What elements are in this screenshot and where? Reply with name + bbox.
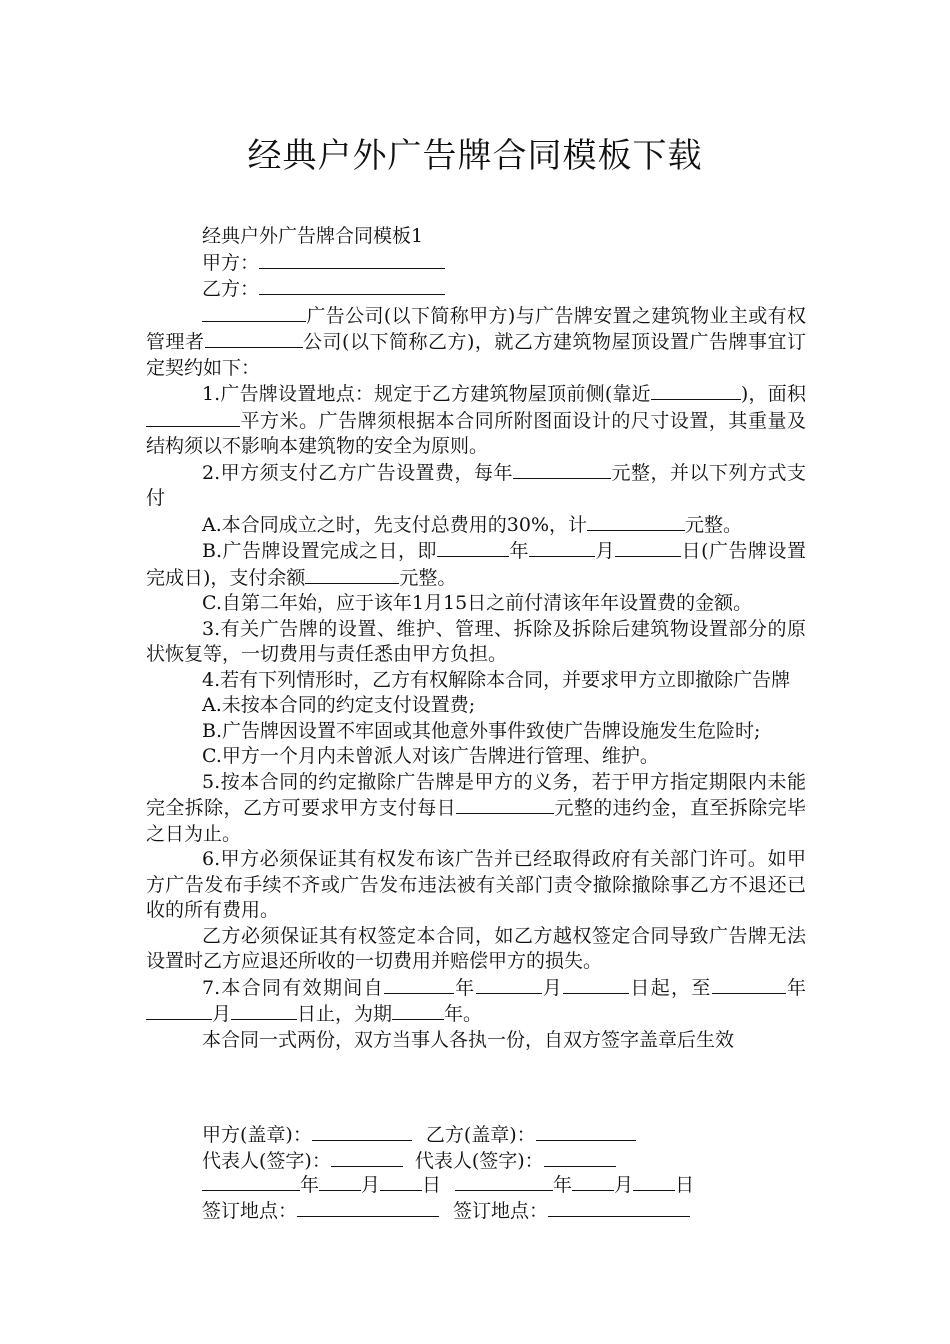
party-b-line (146, 276, 806, 303)
blank (312, 1122, 412, 1141)
clause-text: 日止，为期 (297, 1003, 393, 1025)
blank (305, 565, 399, 584)
blank (651, 381, 727, 400)
blank (572, 1172, 614, 1191)
blank (380, 1172, 422, 1191)
blank (727, 381, 741, 400)
clause-text: 6.甲方必须保证其有权发布该广告并已经取得政府有关部门许可。如甲方广告发布手续不齐或广告发布违法被有关部门责令撤除撤除事乙方不退还已收的所有费用。 (146, 848, 806, 921)
clause-text: B.广告牌因设置不牢固或其他意外事件致使广告牌设施发生危险时; (202, 719, 761, 742)
clause-text: A.本合同成立之时，先支付总费用的30%，计 (202, 513, 587, 536)
date-month: 月 (361, 1174, 381, 1196)
clause-text: 日起，至 (629, 976, 712, 999)
blank (476, 975, 542, 994)
clause-1 (146, 381, 806, 460)
clause-text: 元整。 (685, 513, 743, 536)
clause-text: 本合同一式两份，双方当事人各执一份，自双方签字盖章后生效 (202, 1028, 735, 1051)
clause-5 (146, 770, 806, 848)
signature-line-rep (202, 1148, 616, 1175)
clause-text: 4.若有下列情形时，乙方有权解除本合同，并要求甲方立即撤除广告牌 (202, 668, 791, 691)
blank (615, 538, 681, 557)
clause-text: 日(广告牌设置完成日)，支付余额 (146, 540, 806, 589)
signature-line-seal (202, 1122, 636, 1149)
clause-text: 月 (595, 540, 616, 562)
clause-4a (146, 693, 806, 719)
blank (146, 1001, 212, 1020)
party-a-label: 甲方： (202, 251, 260, 274)
blank (331, 1148, 403, 1167)
clause-6b (146, 924, 806, 975)
intro-paragraph (146, 303, 806, 382)
clause-text: 平方米。广告牌须根据本合同所附图面设计的尺寸设置，其重量及结构须以不影响本建筑物的安全为原则。 (146, 409, 806, 457)
blank (437, 538, 509, 557)
clause-2b (146, 538, 806, 591)
blank (455, 1172, 553, 1191)
party-b-rep-label: 代表人(签字)： (414, 1150, 544, 1172)
clause-text: 年。 (444, 1003, 483, 1025)
clause-text: B.广告牌设置完成之日，即 (202, 540, 438, 562)
clause-4c (146, 744, 806, 770)
clause-text: 3.有关广告牌的设置、维护、管理、拆除及拆除后建筑物设置部分的原状恢复等，一切费用与责任悉由甲方负担。 (146, 617, 806, 665)
blank (205, 329, 303, 348)
clause-text: 年 (509, 540, 530, 562)
clause-text: C.甲方一个月内未曾派人对该广告牌进行管理、维护。 (202, 745, 659, 767)
blank (529, 538, 595, 557)
clause-text: 元整的违约金，直至拆除完毕之日为止。 (146, 797, 806, 845)
party-a-blank (259, 250, 445, 269)
clause-text: 元整，并以下列方式支付 (146, 461, 806, 509)
party-b-blank (259, 276, 445, 295)
intro-text-1: 广告公司(以下简称甲方)与广告牌安置之建筑物业主或有权管理者 (146, 304, 806, 353)
clause-2a (146, 512, 806, 539)
date-day: 日 (675, 1174, 695, 1196)
clause-text: 年 (785, 976, 806, 999)
subtitle (146, 224, 806, 250)
blank (392, 1001, 444, 1020)
party-a-rep-label: 代表人(签字)： (202, 1150, 331, 1172)
blank (202, 1172, 300, 1191)
blank (536, 1122, 636, 1141)
party-b-place-label: 签订地点： (453, 1200, 549, 1222)
clause-text: A.未按本合同的约定支付设置费; (202, 694, 476, 716)
signature-line-date (202, 1172, 694, 1199)
clause-text: C.自第二年始，应于该年1月15日之前付清该年年设置费的金额。 (202, 592, 753, 614)
blank (712, 975, 764, 994)
clause-text: 2.甲方须支付乙方广告设置费，每年 (202, 461, 514, 484)
blank (548, 1198, 690, 1217)
clause-text: 元整。 (399, 566, 457, 589)
blank (146, 408, 240, 427)
blank (513, 460, 611, 479)
clause-text: 月 (541, 976, 564, 999)
blank (563, 975, 629, 994)
clause-text: )，面积 (740, 383, 806, 405)
clause-7 (146, 975, 806, 1028)
clause-4 (146, 668, 806, 694)
clause-4b (146, 719, 806, 745)
date-year: 年 (300, 1174, 320, 1196)
blank (384, 975, 454, 994)
subtitle-text: 经典户外广告牌合同模板1 (202, 225, 424, 247)
clause-text: 7.本合同有效期间自 (202, 976, 384, 999)
clause-2c (146, 591, 806, 617)
blank (297, 1198, 439, 1217)
clause-text: 年 (453, 976, 476, 999)
blank (633, 1172, 675, 1191)
clause-text: 乙方必须保证其有权签定本合同，如乙方越权签定合同导致广告牌无法设置时乙方应退还所收的一切费用并赔偿甲方的损失。 (146, 924, 806, 972)
blank (587, 512, 685, 531)
date-year: 年 (553, 1174, 573, 1196)
party-a-seal-label: 甲方(盖章)： (202, 1124, 312, 1146)
blank (764, 975, 786, 994)
clause-8 (146, 1028, 806, 1054)
clause-text: 1.广告牌设置地点：规定于乙方建筑物屋顶前侧(靠近 (202, 383, 651, 405)
blank (544, 1148, 616, 1167)
clause-text: 月 (212, 1003, 232, 1025)
signature-line-place (202, 1198, 690, 1225)
clause-2 (146, 460, 806, 512)
party-a-line (146, 250, 806, 277)
clause-text: 5.按本合同的约定撤除广告牌是甲方的义务，若于甲方指定期限内未能完全拆除，乙方可要求甲方支付每日 (146, 770, 806, 819)
clause-3 (146, 617, 806, 668)
party-b-label: 乙方： (202, 278, 260, 300)
blank (456, 795, 554, 814)
document-title: 经典户外广告牌合同模板下载 (247, 136, 703, 176)
blank (202, 303, 306, 322)
clause-6 (146, 847, 806, 924)
intro-text-2: 公司(以下简称乙方)，就乙方建筑物屋顶设置广告牌事宜订定契约如下： (146, 331, 806, 379)
blank (319, 1172, 361, 1191)
party-b-seal-label: 乙方(盖章)： (425, 1124, 536, 1146)
blank (231, 1001, 297, 1020)
party-a-place-label: 签订地点： (202, 1200, 298, 1222)
contract-body (146, 224, 806, 1053)
date-day: 日 (422, 1174, 442, 1196)
date-month: 月 (614, 1174, 634, 1196)
